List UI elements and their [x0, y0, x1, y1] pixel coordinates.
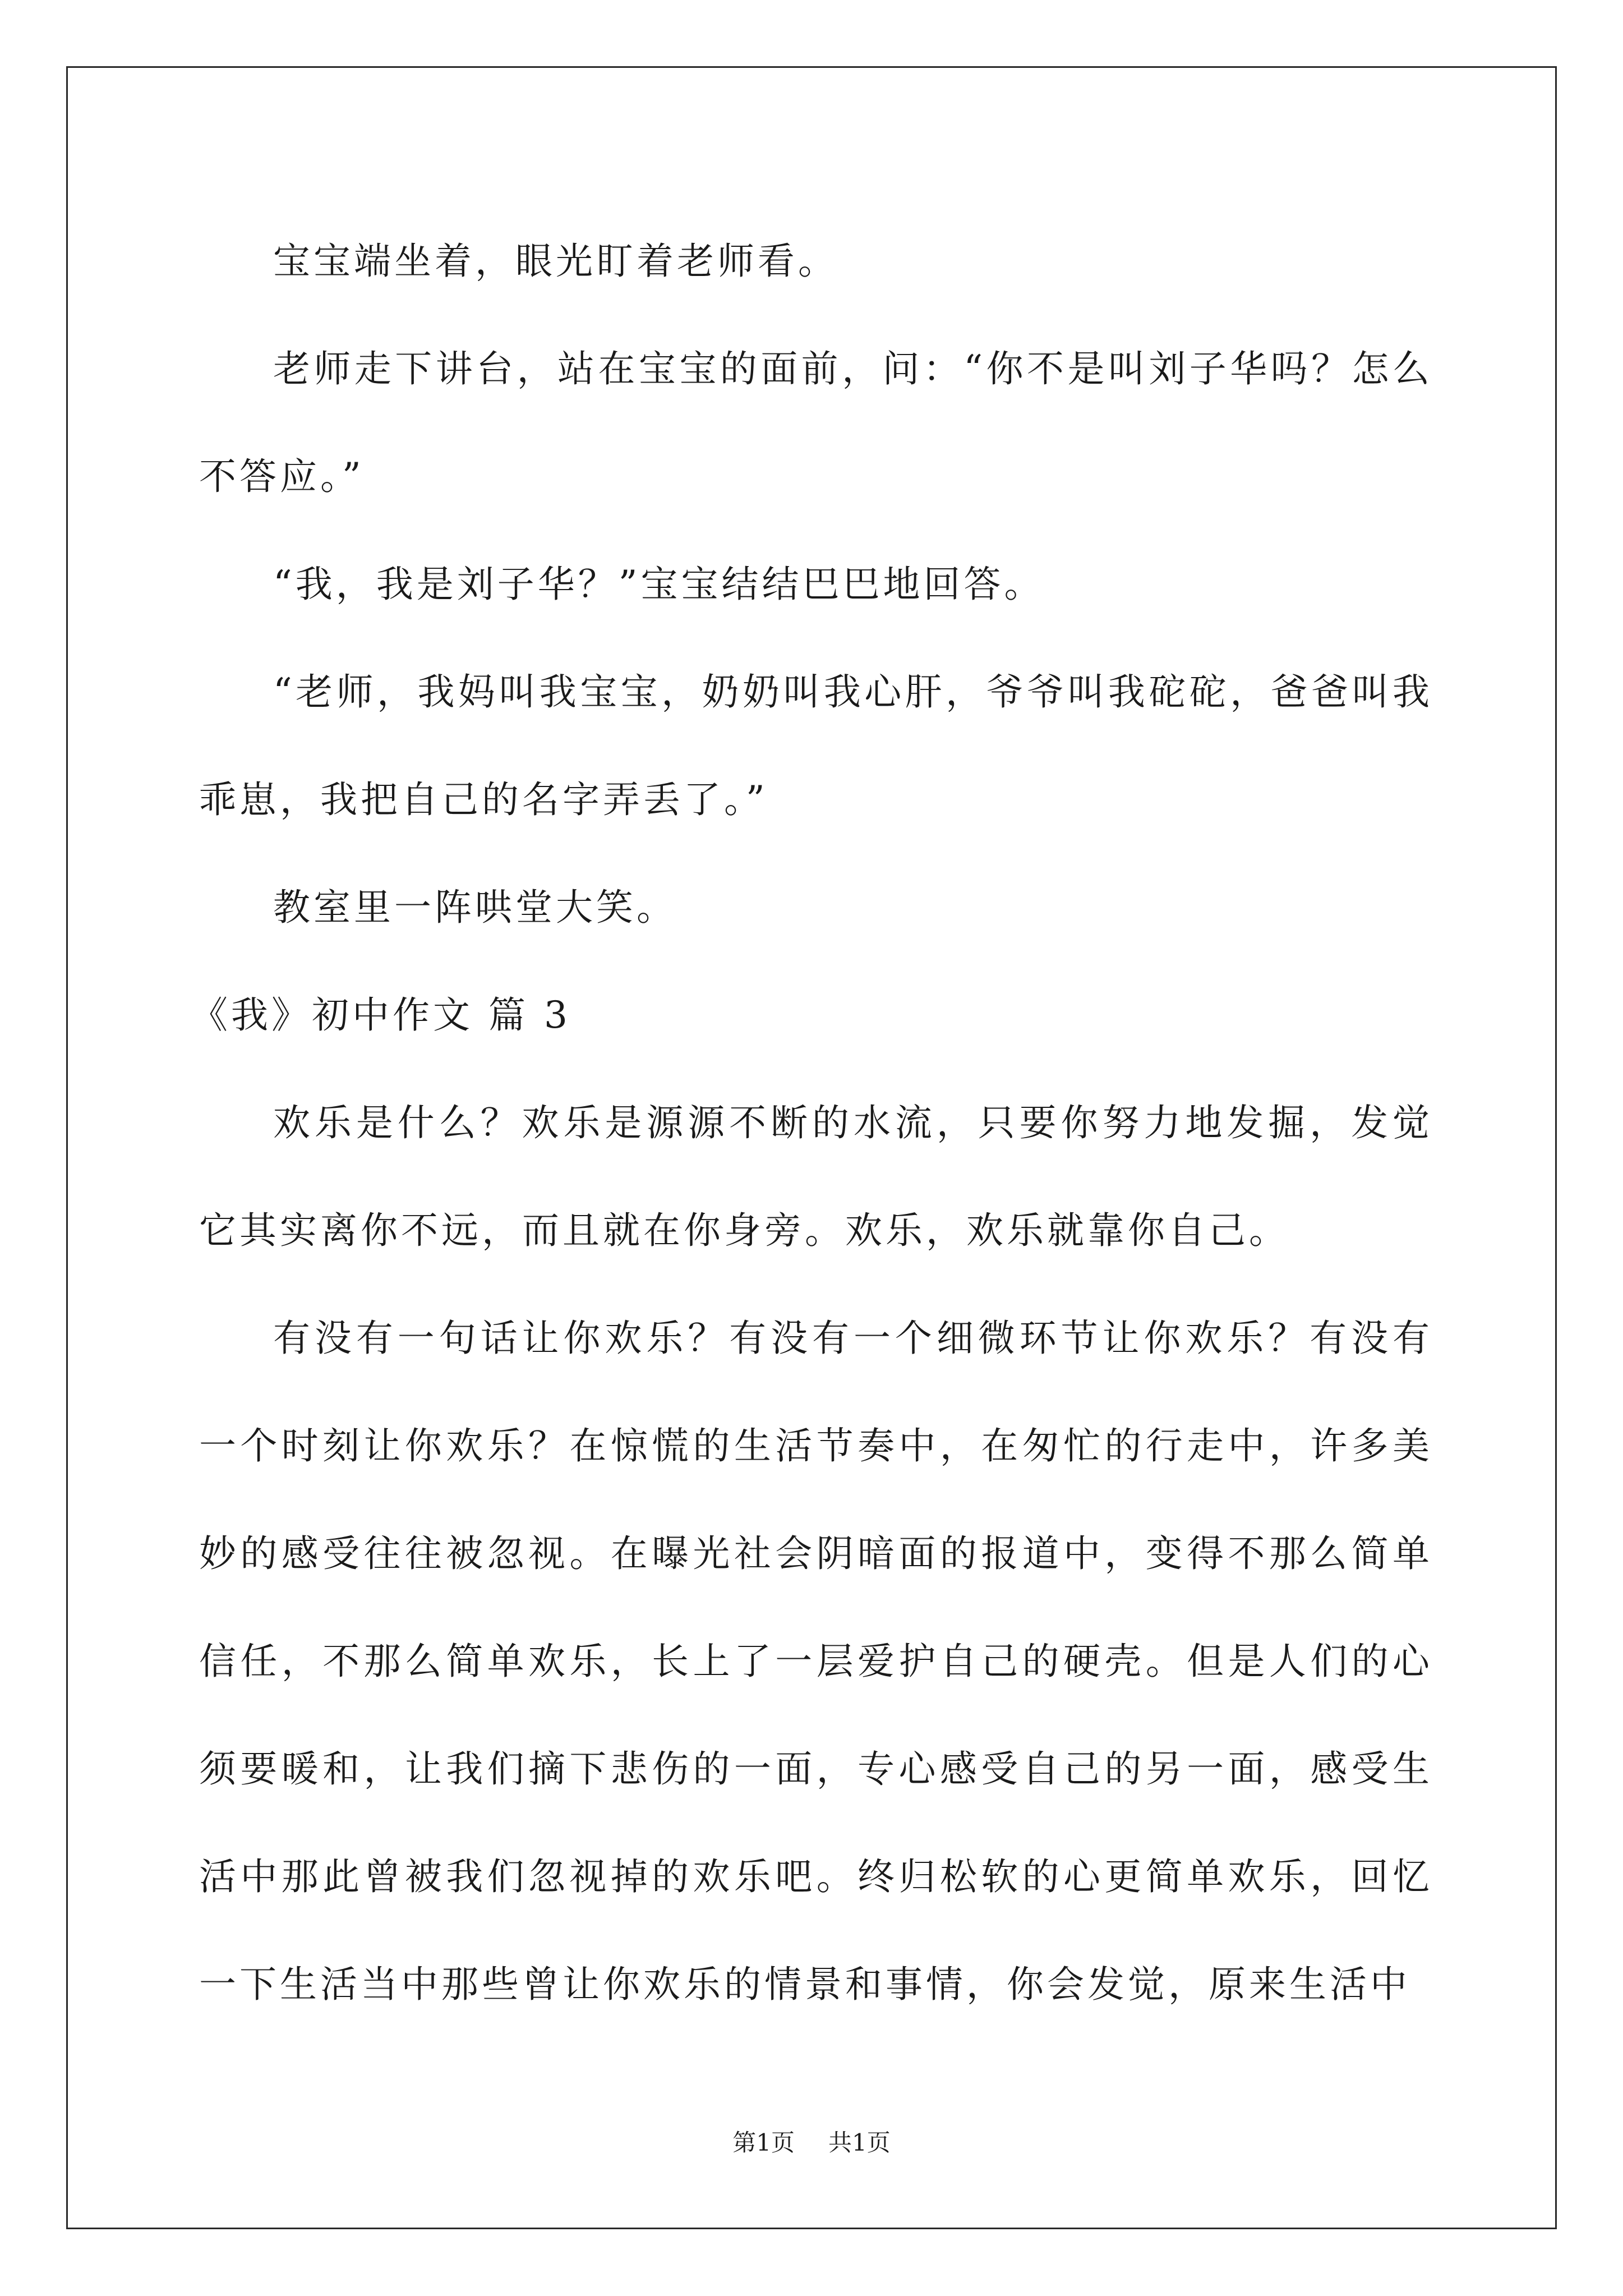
page-total: 共1页 — [828, 2129, 891, 2156]
paragraph-1: 宝宝端坐着，眼光盯着老师看。 — [273, 240, 838, 283]
section-paragraph-1: 欢乐是什么？欢乐是源源不断的水流，只要你努力地发掘，发觉它其实离你不远，而且就在你身旁。欢乐，欢乐就靠你自己。 — [199, 1101, 1433, 1252]
paragraph-3: “我，我是刘子华？”宝宝结结巴巴地回答。 — [273, 563, 1045, 606]
paragraph-4: “老师，我妈叫我宝宝，奶奶叫我心肝，爷爷叫我砣砣，爸爸叫我乖崽，我把自己的名字弄丢了。” — [199, 670, 1433, 821]
section-heading: 《我》初中作文 篇 3 — [191, 993, 571, 1037]
page-footer — [0, 2126, 1623, 2160]
paragraph-2: 老师走下讲台，站在宝宝的面前，问：“你不是叫刘子华吗？怎么不答应。” — [199, 347, 1433, 498]
section-paragraph-2: 有没有一句话让你欢乐？有没有一个细微环节让你欢乐？有没有一个时刻让你欢乐？在惊慌的生活节奏中，在匆忙的行走中，许多美妙的感受往往被忽视。在曝光社会阴暗面的报道中，变得不那么简单信任，不那么简单欢乐，长上了一层爱护自己的硬壳。但是人们的心须要暖和，让我们摘下悲伤的一面，专心感受自己的另一面，感受生活中那此曾被我们忽视掉的欢乐吧。终归松软的心更简单欢乐，回忆一下生活当中那些曾让你欢乐的情景和事情，你会发觉，原来生活中 — [199, 1317, 1433, 2006]
paragraph-5: 教室里一阵哄堂大笑。 — [273, 886, 677, 929]
page-number: 第1页 — [732, 2129, 795, 2156]
document-body — [191, 208, 1433, 2039]
